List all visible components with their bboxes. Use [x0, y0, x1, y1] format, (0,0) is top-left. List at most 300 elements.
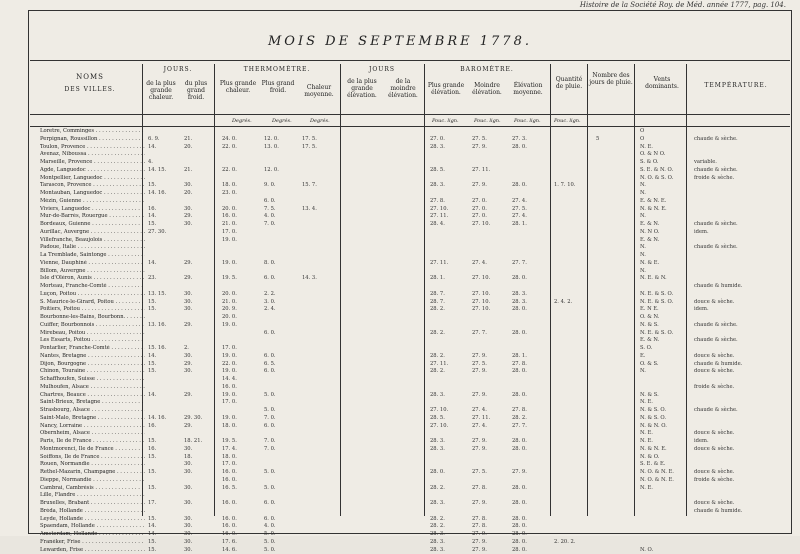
cell-name: Soiffons, Ile de France . . .: [40, 454, 145, 462]
header-b-moindre: Moindre élévation.: [468, 82, 506, 96]
cell-name: Mirebeau, Poitou . . .: [40, 330, 145, 338]
cell-b1: 28. 1.: [430, 275, 445, 283]
cell-v: N. O. & S. O.: [640, 175, 673, 183]
cell-t2: 3. 0.: [264, 299, 276, 307]
cell-p: 2. 4. 2.: [554, 299, 572, 307]
cell-t1: 21. 0.: [222, 299, 237, 307]
cell-b1: 28. 5.: [430, 415, 445, 423]
cell-b2: 27. 8.: [472, 485, 487, 493]
cell-j1: 13. 16.: [148, 322, 166, 330]
cell-b3: 28. 0.: [512, 500, 527, 508]
cell-name: Nancy, Lorraine . . .: [40, 423, 145, 431]
table-row: [40, 221, 780, 229]
cell-j1: 15.: [148, 299, 156, 307]
cell-t3: 17. 5.: [302, 144, 317, 152]
table-row: [40, 252, 780, 260]
cell-t2: 7. 0.: [264, 221, 276, 229]
unit-pouc-lign: Pouc. lign.: [514, 118, 541, 124]
cell-temp: variable.: [694, 159, 717, 167]
cell-b3: 28. 0.: [512, 438, 527, 446]
cell-b1: 28. 3.: [430, 182, 445, 190]
cell-b1: 28. 2.: [430, 353, 445, 361]
table-row: [40, 128, 780, 136]
cell-t2: 7. 0.: [264, 415, 276, 423]
cell-b2: 27. 10.: [472, 291, 490, 299]
table-row: [40, 523, 780, 531]
cell-b2: 27. 4.: [472, 423, 487, 431]
cell-j1: 16.: [148, 423, 156, 431]
cell-b3: 28. 1.: [512, 353, 527, 361]
table-row: [40, 345, 780, 353]
cell-j1: 15. 16.: [148, 345, 166, 353]
cell-name: Vienne, Dauphiné . . .: [40, 260, 145, 268]
cell-v: N. E.: [640, 144, 653, 152]
cell-v: E. & N. E.: [640, 198, 666, 206]
cell-j1: 14.: [148, 260, 156, 268]
header-moindre-elevation: de la moindre élévation.: [384, 78, 422, 99]
cell-b1: 28. 3.: [430, 438, 445, 446]
cell-p: 1. 7. 10.: [554, 182, 575, 190]
cell-name: Franéker, Frise . . .: [40, 539, 145, 547]
cell-t3: 14. 3.: [302, 275, 317, 283]
cell-temp: froide & sèche.: [694, 384, 734, 392]
cell-t2: 6. 0.: [264, 500, 276, 508]
cell-j2: 30.: [184, 299, 192, 307]
table-row: [40, 399, 780, 407]
cell-name: Montauban, Languedoc . . .: [40, 190, 145, 198]
cell-j1: 15.: [148, 485, 156, 493]
cell-j2: 20.: [184, 144, 192, 152]
cell-v: N. E. & S. O.: [640, 299, 673, 307]
cell-t1: 16. 0.: [222, 469, 237, 477]
cell-j2: 18.: [184, 454, 192, 462]
table-row: [40, 337, 780, 345]
cell-j1: 15.: [148, 368, 156, 376]
cell-j1: 13. 15.: [148, 291, 166, 299]
table-row: [40, 384, 780, 392]
cell-b2: 27. 11.: [472, 167, 490, 175]
cell-j2: 30.: [184, 469, 192, 477]
cell-b1: 28. 3.: [430, 547, 445, 554]
cell-t1: 23. 0.: [222, 190, 237, 198]
unit-pouc-lign: Pouc. lign.: [554, 118, 581, 124]
cell-name: Nantes, Bretagne . . .: [40, 353, 145, 361]
header-temperature: TEMPÉRATURE.: [690, 82, 782, 89]
cell-t1: 16. 0.: [222, 531, 237, 539]
table-row: [40, 454, 780, 462]
cell-t1: 20. 0.: [222, 314, 237, 322]
cell-j1: 15.: [148, 361, 156, 369]
cell-t2: 7. 0.: [264, 446, 276, 454]
cell-v: N. E. & S. O.: [640, 291, 673, 299]
cell-j2: 30.: [184, 500, 192, 508]
cell-v: S. E. & N. O.: [640, 167, 673, 175]
cell-b2: 27. 5.: [472, 469, 487, 477]
table-row: [40, 368, 780, 376]
cell-b2: 27. 4.: [472, 260, 487, 268]
table-row: [40, 314, 780, 322]
cell-t2: 6. 0.: [264, 516, 276, 524]
cell-b3: 28. 0.: [512, 392, 527, 400]
cell-t1: 18. 0.: [222, 423, 237, 431]
cell-t2: 5. 0.: [264, 407, 276, 415]
cell-b3: 28. 0.: [512, 306, 527, 314]
cell-b2: 27. 4.: [472, 407, 487, 415]
cell-j2: 29.: [184, 322, 192, 330]
cell-b2: 27. 0.: [472, 198, 487, 206]
header-des-villes: DES VILLES.: [40, 86, 140, 93]
cell-t2: 9. 0.: [264, 182, 276, 190]
table-row: [40, 438, 780, 446]
cell-t2: 5. 0.: [264, 392, 276, 400]
cell-name: Montpellier, Languedoc . . .: [40, 175, 145, 183]
cell-j1: 16.: [148, 446, 156, 454]
table-row: [40, 392, 780, 400]
cell-b3: 27. 5.: [512, 206, 527, 214]
cell-name: Cuiffer, Bourbonnois . . .: [40, 322, 145, 330]
cell-j1: 15.: [148, 221, 156, 229]
unit-pouc-lign: Pouc. lign.: [432, 118, 459, 124]
cell-j1: 15.: [148, 438, 156, 446]
cell-b1: 27. 11.: [430, 260, 448, 268]
table-row: [40, 477, 780, 485]
cell-b3: 27. 4.: [512, 198, 527, 206]
header-vents: Vents dominants.: [640, 76, 684, 90]
cell-b3: 28. 3.: [512, 299, 527, 307]
cell-b3: 28. 0.: [512, 523, 527, 531]
cell-b1: 28. 0.: [430, 469, 445, 477]
cell-t1: 16. 0.: [222, 384, 237, 392]
cell-name: Cambrai, Cambrésis . . .: [40, 485, 145, 493]
header-quantite-pluie: Quantité de pluie.: [552, 76, 586, 90]
cell-b3: 28. 0.: [512, 485, 527, 493]
cell-t2: 7. 5.: [264, 206, 276, 214]
table-row: [40, 237, 780, 245]
cell-t2: 6. 0.: [264, 330, 276, 338]
cell-t1: 17. 0.: [222, 461, 237, 469]
table-row: [40, 283, 780, 291]
table-row: [40, 306, 780, 314]
table-row: [40, 190, 780, 198]
cell-name: La Tremblade, Saintonge . . .: [40, 252, 145, 260]
cell-j2: 29.: [184, 361, 192, 369]
cell-b3: 28. 0.: [512, 446, 527, 454]
table-row: [40, 485, 780, 493]
cell-b2: 27. 10.: [472, 275, 490, 283]
cell-j1: 14. 16.: [148, 415, 166, 423]
cell-j2: 29.: [184, 260, 192, 268]
table-row: [40, 167, 780, 175]
cell-t1: 16. 0.: [222, 477, 237, 485]
cell-b2: 27. 10.: [472, 306, 490, 314]
cell-j2: 21.: [184, 167, 192, 175]
cell-j1: 16.: [148, 206, 156, 214]
cell-j2: 30.: [184, 206, 192, 214]
cell-name: Loretre, Comminges . . .: [40, 128, 145, 136]
cell-v: N.: [640, 244, 646, 252]
cell-t1: 22. 0.: [222, 167, 237, 175]
cell-t1: 16. 0.: [222, 213, 237, 221]
cell-v: N. E. & S. O.: [640, 330, 673, 338]
cell-v: N.: [640, 182, 646, 190]
data-rows: [40, 128, 780, 554]
cell-temp: douce & sèche.: [694, 299, 734, 307]
cell-temp: douce & sèche.: [694, 500, 734, 508]
cell-b2: 27. 9.: [472, 438, 487, 446]
cell-temp: chaude & sèche.: [694, 322, 738, 330]
unit-degres: Degrés.: [310, 118, 330, 124]
cell-t1: 17. 0.: [222, 399, 237, 407]
cell-j2: 30.: [184, 353, 192, 361]
cell-t1: 24. 0.: [222, 136, 237, 144]
cell-v: E. & N.: [640, 237, 659, 245]
cell-name: Chartres, Beauce . . .: [40, 392, 145, 400]
cell-j2: 18. 21.: [184, 438, 202, 446]
cell-name: Luçon, Poitou . . .: [40, 291, 145, 299]
cell-b2: 27. 9.: [472, 353, 487, 361]
cell-name: Dijon, Bourgogne . . .: [40, 361, 145, 369]
cell-j1: 14.: [148, 392, 156, 400]
cell-b2: 27. 9.: [472, 446, 487, 454]
cell-t1: 19. 0.: [222, 237, 237, 245]
cell-j1: 14.: [148, 353, 156, 361]
cell-v: N. O. & N. E.: [640, 477, 674, 485]
cell-name: Padoue, Italie . . .: [40, 244, 145, 252]
cell-v: N. O. & N. E.: [640, 469, 674, 477]
unit-degres: Degrés.: [272, 118, 292, 124]
cell-b1: 28. 4.: [430, 221, 445, 229]
cell-b2: 27. 11.: [472, 415, 490, 423]
cell-v: N. E.: [640, 438, 653, 446]
cell-j1: 6. 9.: [148, 136, 160, 144]
cell-t1: 16. 0.: [222, 516, 237, 524]
cell-b1: 28. 2.: [430, 523, 445, 531]
cell-b1: 27. 10.: [430, 407, 448, 415]
cell-j1: 15.: [148, 516, 156, 524]
cell-name: Pontarlier, Franche-Comté . . .: [40, 345, 145, 353]
header-b-plus-grande: Plus grande élévation.: [426, 82, 466, 96]
table-row: [40, 446, 780, 454]
cell-j1: 23.: [148, 275, 156, 283]
running-head: Histoire de la Société Roy. de Méd. année 1777, pag. 104.: [580, 1, 786, 9]
table-row: [40, 159, 780, 167]
table-row: [40, 322, 780, 330]
cell-name: Dieppe, Normandie . . .: [40, 477, 145, 485]
cell-b1: 28. 3.: [430, 144, 445, 152]
cell-j2: 30.: [184, 516, 192, 524]
cell-b2: 27. 9.: [472, 539, 487, 547]
cell-j2: 30.: [184, 306, 192, 314]
cell-v: N. E. & N.: [640, 275, 667, 283]
cell-name: Marseille, Provence . . .: [40, 159, 145, 167]
cell-name: Villefranche, Beaujolois . . .: [40, 237, 145, 245]
cell-t1: 18. 0.: [222, 454, 237, 462]
cell-v: N. & N. E.: [640, 206, 667, 214]
cell-b1: 28. 3.: [430, 446, 445, 454]
cell-name: Bourbonne-les-Bains, Bourbonn. . . .: [40, 314, 145, 322]
cell-name: Montmorenci, Ile de France . . .: [40, 446, 145, 454]
cell-t2: 12. 0.: [264, 167, 279, 175]
cell-j2: 20.: [184, 190, 192, 198]
table-row: [40, 268, 780, 276]
cell-temp: douce & sèche.: [694, 430, 734, 438]
table-row: [40, 144, 780, 152]
cell-t1: 20. 0.: [222, 206, 237, 214]
cell-b3: 28. 0.: [512, 516, 527, 524]
cell-v: O. & N.: [640, 314, 659, 322]
cell-b1: 28. 2.: [430, 485, 445, 493]
cell-v: N. O.: [640, 547, 653, 554]
cell-name: Mur-de-Barrès, Rouergue . . .: [40, 213, 145, 221]
cell-temp: idem.: [694, 306, 709, 314]
cell-temp: chaude & humide.: [694, 283, 742, 291]
header-t-plus-grand-froid: Plus grand froid.: [260, 80, 296, 94]
cell-name: Les Essarts, Poitou . . .: [40, 337, 145, 345]
cell-b2: 27. 9.: [472, 144, 487, 152]
units-rule: [30, 126, 790, 127]
cell-b1: 28. 7.: [430, 299, 445, 307]
cell-b1: 28. 2.: [430, 306, 445, 314]
cell-v: E. N E.: [640, 306, 659, 314]
cell-v: N.: [640, 368, 646, 376]
cell-j2: 29.: [184, 275, 192, 283]
cell-v: N. & S.: [640, 322, 659, 330]
cell-t1: 20. 0.: [222, 291, 237, 299]
cell-v: S. & O.: [640, 159, 659, 167]
cell-b3: 28. 0.: [512, 368, 527, 376]
header-b-moyenne: Élévation moyenne.: [508, 82, 548, 96]
cell-j1: 27. 30.: [148, 229, 166, 237]
cell-b3: 28. 0.: [512, 144, 527, 152]
cell-b2: 27. 5.: [472, 361, 487, 369]
header-noms: NOMS: [40, 74, 140, 81]
group-barometre: BAROMÈTRE.: [424, 66, 550, 73]
cell-b2: 27. 9.: [472, 182, 487, 190]
cell-t3: 13. 4.: [302, 206, 317, 214]
cell-v: S. O.: [640, 345, 652, 353]
cell-name: Perpignan, Roussillon . . .: [40, 136, 145, 144]
header-plus-grand-froid: du plus grand froid.: [180, 80, 212, 101]
cell-t2: 5. 0.: [264, 547, 276, 554]
cell-b3: 27. 4.: [512, 213, 527, 221]
cell-temp: douce & sèche.: [694, 469, 734, 477]
cell-t1: 14. 6.: [222, 547, 237, 554]
cell-b3: 28. 0.: [512, 275, 527, 283]
cell-t2: 6. 5.: [264, 361, 276, 369]
cell-j1: 15.: [148, 454, 156, 462]
cell-name: Saint-Malo, Bretagne . . .: [40, 415, 145, 423]
cell-t1: 19. 0.: [222, 392, 237, 400]
table-row: [40, 492, 780, 500]
cell-j2: 30.: [184, 485, 192, 493]
cell-b1: 27. 11.: [430, 361, 448, 369]
cell-t2: 6. 0.: [264, 353, 276, 361]
cell-b2: 27. 9.: [472, 500, 487, 508]
cell-temp: froide & sèche.: [694, 175, 734, 183]
cell-b2: 27. 8.: [472, 523, 487, 531]
cell-v: N. & S. O.: [640, 407, 666, 415]
table-row: [40, 415, 780, 423]
cell-j1: 4.: [148, 159, 153, 167]
cell-t3: 15. 7.: [302, 182, 317, 190]
cell-name: Saint-Brieux, Bretagne . . .: [40, 399, 145, 407]
cell-t1: 19. 0.: [222, 353, 237, 361]
unit-degres: Degrés.: [232, 118, 252, 124]
cell-v: N. & S.: [640, 392, 659, 400]
cell-v: N. & O.: [640, 454, 659, 462]
cell-b3: 28. 0.: [512, 547, 527, 554]
header-bottom-rule: [30, 114, 790, 115]
cell-b1: 28. 2.: [430, 516, 445, 524]
cell-p: 2. 20. 2.: [554, 539, 575, 547]
cell-j1: 17.: [148, 500, 156, 508]
cell-b1: 27. 11.: [430, 213, 448, 221]
cell-temp: chaude & sèche.: [694, 136, 738, 144]
cell-v: E. & N.: [640, 221, 659, 229]
cell-name: Bréda, Hollande . . .: [40, 508, 145, 516]
cell-j2: 30.: [184, 182, 192, 190]
table-row: [40, 260, 780, 268]
header-nombre-jours-pluie: Nombre des jours de pluie.: [589, 72, 633, 86]
cell-t1: 21. 0.: [222, 221, 237, 229]
cell-t2: 6. 0.: [264, 198, 276, 206]
cell-name: Aurillac, Auvergne . . .: [40, 229, 145, 237]
cell-t1: 17. 6.: [222, 539, 237, 547]
cell-t1: 14. 4.: [222, 376, 237, 384]
cell-name: Lewarden, Frise . . .: [40, 547, 145, 554]
table-row: [40, 547, 780, 554]
cell-b1: 28. 5.: [430, 167, 445, 175]
cell-t2: 6. 0.: [264, 275, 276, 283]
header-chaleur-moyenne: Chaleur moyenne.: [300, 84, 338, 98]
group-thermometre: THERMOMÈTRE.: [214, 66, 340, 73]
cell-temp: chaude & sèche.: [694, 337, 738, 345]
cell-t2: 4. 0.: [264, 213, 276, 221]
cell-b2: 27. 0.: [472, 213, 487, 221]
cell-t1: 19. 0.: [222, 368, 237, 376]
cell-b3: 28. 0.: [512, 182, 527, 190]
cell-j2: 30.: [184, 523, 192, 531]
cell-t1: 22. 0.: [222, 144, 237, 152]
table-row: [40, 461, 780, 469]
cell-v: N.: [640, 190, 646, 198]
cell-j1: 15.: [148, 469, 156, 477]
cell-temp: froide & sèche.: [694, 477, 734, 485]
cell-v: N. & E.: [640, 260, 659, 268]
cell-name: Tarascon, Provence . . .: [40, 182, 145, 190]
cell-t1: 18. 0.: [222, 182, 237, 190]
cell-j2: 30.: [184, 531, 192, 539]
cell-b1: 28. 3.: [430, 500, 445, 508]
cell-t1: 17. 4.: [222, 446, 237, 454]
cell-b3: 27. 3.: [512, 136, 527, 144]
cell-b2: 27. 7.: [472, 330, 487, 338]
cell-j2: 29.: [184, 213, 192, 221]
cell-v: O: [640, 128, 644, 136]
cell-v: O. & S.: [640, 361, 659, 369]
cell-temp: idem.: [694, 438, 709, 446]
table-row: [40, 531, 780, 539]
cell-t1: 19. 0.: [222, 322, 237, 330]
cell-t2: 5. 0.: [264, 485, 276, 493]
cell-name: Avenaz, Niboussa . . .: [40, 151, 145, 159]
cell-v: N. E.: [640, 485, 653, 493]
cell-name: Toulon, Provence . . .: [40, 144, 145, 152]
cell-t1: 22. 0.: [222, 361, 237, 369]
cell-j1: 14.: [148, 523, 156, 531]
cell-b1: 28. 3.: [430, 531, 445, 539]
cell-b2: 27. 9.: [472, 368, 487, 376]
